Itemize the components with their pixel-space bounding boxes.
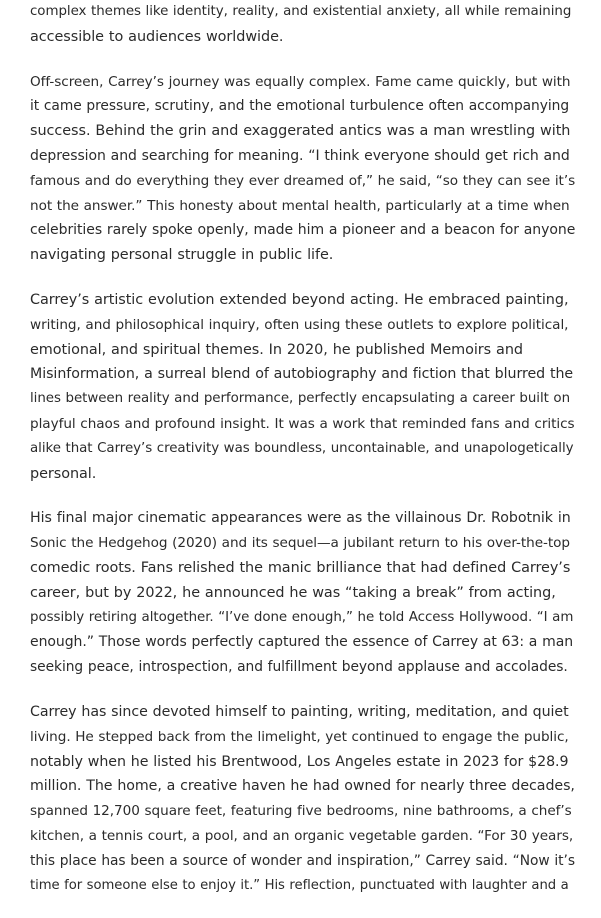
paragraph-line: living. He stepped back from the limelight, yet continued to engage the public, <box>30 728 569 745</box>
paragraph-line: Off-screen, Carrey’s journey was equally complex. Fame came quickly, but with <box>30 73 571 90</box>
paragraph-line: depression and searching for meaning. “I think everyone should get rich and <box>30 147 570 164</box>
paragraph-line: notably when he listed his Brentwood, Los Angeles estate in 2023 for $28.9 <box>30 753 569 770</box>
paragraph-line: Misinformation, a surreal blend of autobiography and fiction that blurred the <box>30 366 574 383</box>
paragraph-line: spanned 12,700 square feet, featuring five bedrooms, nine bathrooms, a chef’s <box>30 803 572 820</box>
paragraph-line: comedic roots. Fans relished the manic brilliance that had defined Carrey’s <box>30 559 571 576</box>
paragraph-line: His final major cinematic appearances were as the villainous Dr. Robotnik in <box>30 510 571 527</box>
paragraph-line: famous and do everything they ever dreamed of,” he said, “so they can see it’s <box>30 172 576 189</box>
article-paragraph <box>30 70 575 268</box>
paragraph-line: career, but by 2022, he announced he was “taking a break” from acting, <box>30 584 556 601</box>
article-paragraph <box>30 506 575 680</box>
paragraph-line: personal. <box>30 465 97 482</box>
paragraph-line: writing, and philosophical inquiry, often using these outlets to explore political, <box>30 316 569 333</box>
paragraph-line: Carrey’s artistic evolution extended beyond acting. He embraced painting, <box>30 291 569 308</box>
paragraph-line: complex themes like identity, reality, and existential anxiety, all while remaining <box>30 4 572 19</box>
paragraph-line: lines between reality and performance, perfectly encapsulating a career built on <box>30 391 571 407</box>
paragraph-line: alike that Carrey’s creativity was boundless, uncontainable, and unapologetically <box>30 440 574 456</box>
article-paragraph <box>30 288 575 486</box>
paragraph-line: kitchen, a tennis court, a pool, and an organic vegetable garden. “For 30 years, <box>30 827 574 844</box>
paragraph-line: seeking peace, introspection, and fulfillment beyond applause and accolades. <box>30 659 568 676</box>
paragraph-line: it came pressure, scrutiny, and the emotional turbulence often accompanying <box>30 98 570 115</box>
paragraph-line: Sonic the Hedgehog (2020) and its sequel—a jubilant return to his over-the-top <box>30 535 571 552</box>
article-body <box>30 0 575 918</box>
paragraph-line: celebrities rarely spoke openly, made him a pioneer and a beacon for anyone <box>30 222 576 239</box>
paragraph-line: playful chaos and profound insight. It was a work that reminded fans and critics <box>30 415 575 432</box>
paragraph-line: possibly retiring altogether. “I’ve done enough,” he told Access Hollywood. “I am <box>30 609 574 625</box>
paragraph-line: million. The home, a creative haven he had owned for nearly three decades, <box>30 778 575 795</box>
paragraph-line: Carrey has since devoted himself to painting, writing, meditation, and quiet <box>30 703 569 720</box>
paragraph-line: navigating personal struggle in public life. <box>30 247 334 264</box>
paragraph-line: not the answer.” This honesty about mental health, particularly at a time when <box>30 197 570 214</box>
paragraph-line: time for someone else to enjoy it.” His reflection, punctuated with laughter and a <box>30 877 569 893</box>
paragraph-line: this place has been a source of wonder and inspiration,” Carrey said. “Now it’s <box>30 852 575 869</box>
article-paragraph <box>30 0 575 50</box>
paragraph-line: enough.” Those words perfectly captured the essence of Carrey at 63: a man <box>30 634 574 651</box>
paragraph-line: accessible to audiences worldwide. <box>30 28 284 45</box>
article-paragraph <box>30 700 575 898</box>
paragraph-line: emotional, and spiritual themes. In 2020, he published Memoirs and <box>30 341 523 358</box>
paragraph-line: success. Behind the grin and exaggerated antics was a man wrestling with <box>30 123 571 140</box>
